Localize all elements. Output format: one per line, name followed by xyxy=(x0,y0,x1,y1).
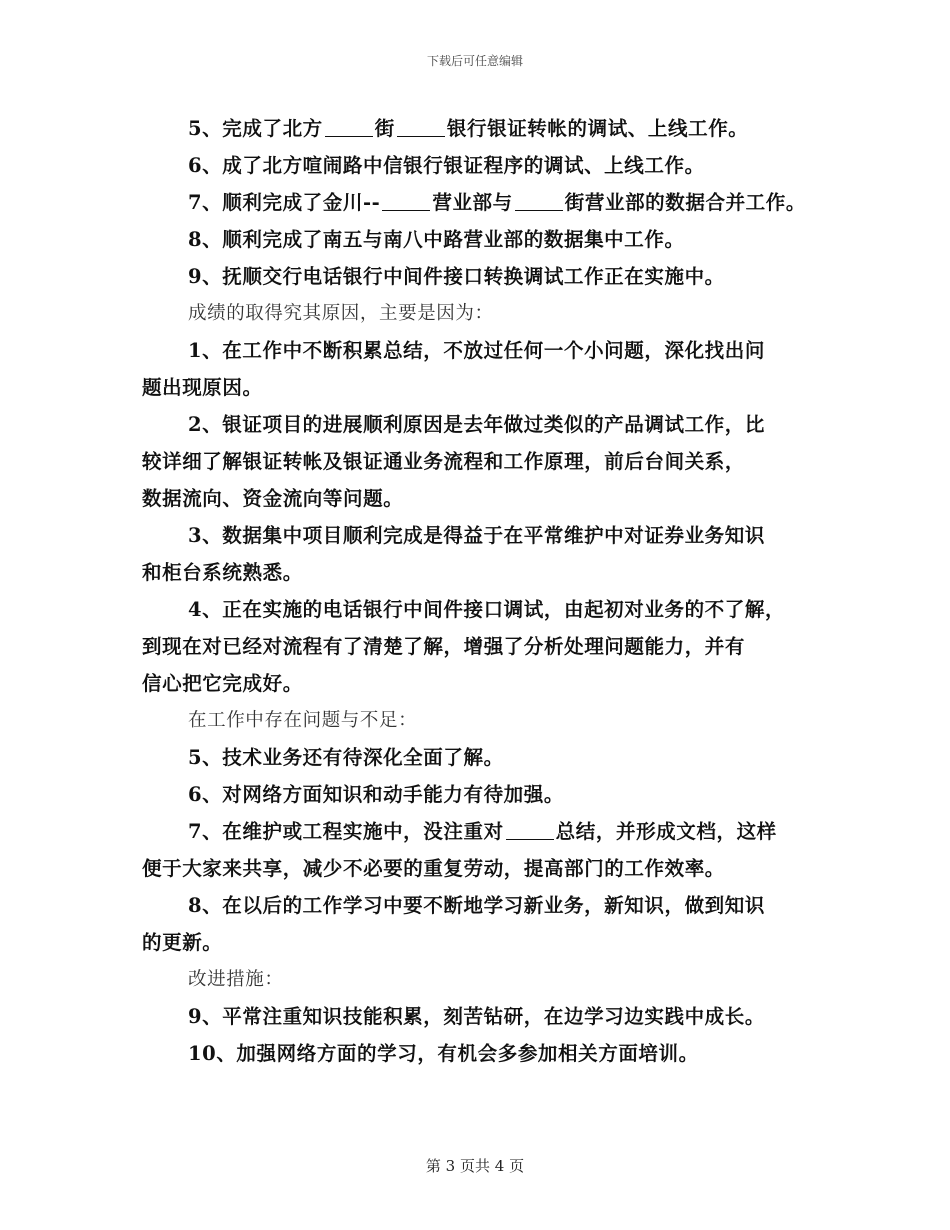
paragraph-line: 4、正在实施的电话银行中间件接口调试，由起初对业务的不了解， xyxy=(188,598,786,621)
paragraph-line: 8、顺利完成了南五与南八中路营业部的数据集中工作。 xyxy=(188,228,685,251)
paragraph-line: 10、加强网络方面的学习，有机会多参加相关方面培训。 xyxy=(188,1042,699,1065)
paragraph-line: 9、抚顺交行电话银行中间件接口转换调试工作正在实施中。 xyxy=(188,265,725,288)
paragraph-line: 8、在以后的工作学习中要不断地学习新业务，新知识，做到知识 xyxy=(188,894,765,917)
document-body xyxy=(142,110,810,1072)
paragraph-line: 题出现原因。 xyxy=(142,376,263,399)
section-heading: 改进措施： xyxy=(188,969,284,990)
paragraph-line: 便于大家来共享，减少不必要的重复劳动，提高部门的工作效率。 xyxy=(142,857,725,880)
paragraph-line: 5、技术业务还有待深化全面了解。 xyxy=(188,746,504,769)
paragraph-line: 7、在维护或工程实施中，没注重对 总结，并形成文档，这样 xyxy=(188,820,777,843)
section-heading: 成绩的取得究其原因，主要是因为： xyxy=(188,303,494,324)
paragraph-line: 5、完成了北方 街 银行银证转帐的调试、上线工作。 xyxy=(188,117,749,140)
paragraph-line: 3、数据集中项目顺利完成是得益于在平常维护中对证券业务知识 xyxy=(188,524,765,547)
fill-blank xyxy=(382,192,430,211)
fill-blank xyxy=(397,118,445,137)
page-footer: 第 3 页共 4 页 xyxy=(425,1157,525,1175)
paragraph-line: 数据流向、资金流向等问题。 xyxy=(142,487,404,510)
fill-blank xyxy=(506,821,554,840)
paragraph-line: 到现在对已经对流程有了清楚了解，增强了分析处理问题能力，并有 xyxy=(142,635,746,658)
paragraph-line: 9、平常注重知识技能积累，刻苦钻研，在边学习边实践中成长。 xyxy=(188,1005,765,1028)
paragraph-line: 6、成了北方喧闹路中信银行银证程序的调试、上线工作。 xyxy=(188,154,705,177)
paragraph-line: 6、对网络方面知识和动手能力有待加强。 xyxy=(188,783,564,806)
paragraph-line: 1、在工作中不断积累总结，不放过任何一个小问题，深化找出问 xyxy=(188,339,765,362)
paragraph-line: 较详细了解银证转帐及银证通业务流程和工作原理，前后台间关系， xyxy=(142,450,746,473)
paragraph-line: 7、顺利完成了金川-- 营业部与 街营业部的数据合并工作。 xyxy=(188,191,806,214)
fill-blank xyxy=(325,118,373,137)
page-header: 下载后可任意编辑 xyxy=(426,54,523,68)
section-heading: 在工作中存在问题与不足： xyxy=(188,710,418,731)
paragraph-line: 的更新。 xyxy=(142,931,223,954)
paragraph-line: 2、银证项目的进展顺利原因是去年做过类似的产品调试工作，比 xyxy=(188,413,765,436)
paragraph-line: 信心把它完成好。 xyxy=(142,672,303,695)
fill-blank xyxy=(515,192,563,211)
paragraph-line: 和柜台系统熟悉。 xyxy=(142,561,303,584)
